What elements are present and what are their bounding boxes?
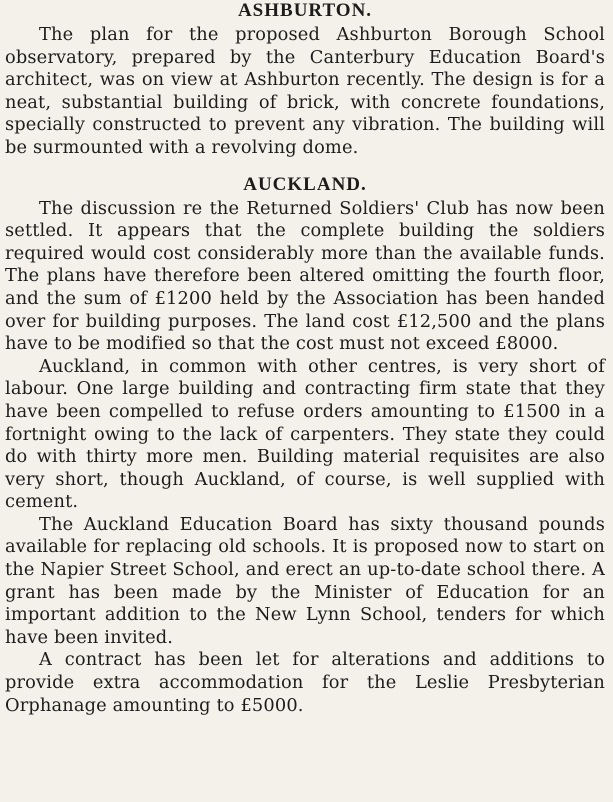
paragraph-auckland-3: The Auckland Education Board has sixty thousand pounds available for replacing old schools. It is proposed now to start on the Napier Street School, and erect an up-to-date school there. A grant has been made by the Minister of Education for an important addition to the New Lynn School, tenders for which have been invited. <box>5 513 605 648</box>
section-auckland <box>5 174 605 718</box>
section-heading-auckland: AUCKLAND. <box>243 173 367 195</box>
section-heading-ashburton: ASHBURTON. <box>237 0 373 21</box>
paragraph-auckland-1: The discussion re the Returned Soldiers' Club has now been settled. It appears that the complete building the soldiers required would cost considerably more than the available funds. The plans have therefore been altered omitting the fourth floor, and the sum of £1200 held by the Association has been handed over for building purposes. The land cost £12,500 and the plans have to be modified so that the cost must not exceed £8000. <box>5 197 605 355</box>
paragraph-ashburton-1: The plan for the proposed Ashburton Borough School observatory, prepared by the Canterbury Education Board's architect, was on view at Ashburton recently. The design is for a neat, substantial building of brick, with concrete foundations, specially constructed to prevent any vibration. The building will be surmounted with a revolving dome. <box>5 24 605 158</box>
paragraph-auckland-4: A contract has been let for alterations and additions to provide extra accommodation for the Leslie Presbyterian Orphanage amounting to £5000. <box>5 649 605 716</box>
paragraph-auckland-2: Auckland, in common with other centres, is very short of labour. One large building and contracting firm state that they have been compelled to refuse orders amounting to £1500 in a fortnight owing to the lack of carpenters. They state they could do with thirty more men. Building material requisites are also very short, though Auckland, of course, is well supplied with cement. <box>5 355 605 513</box>
section-ashburton <box>5 0 605 160</box>
